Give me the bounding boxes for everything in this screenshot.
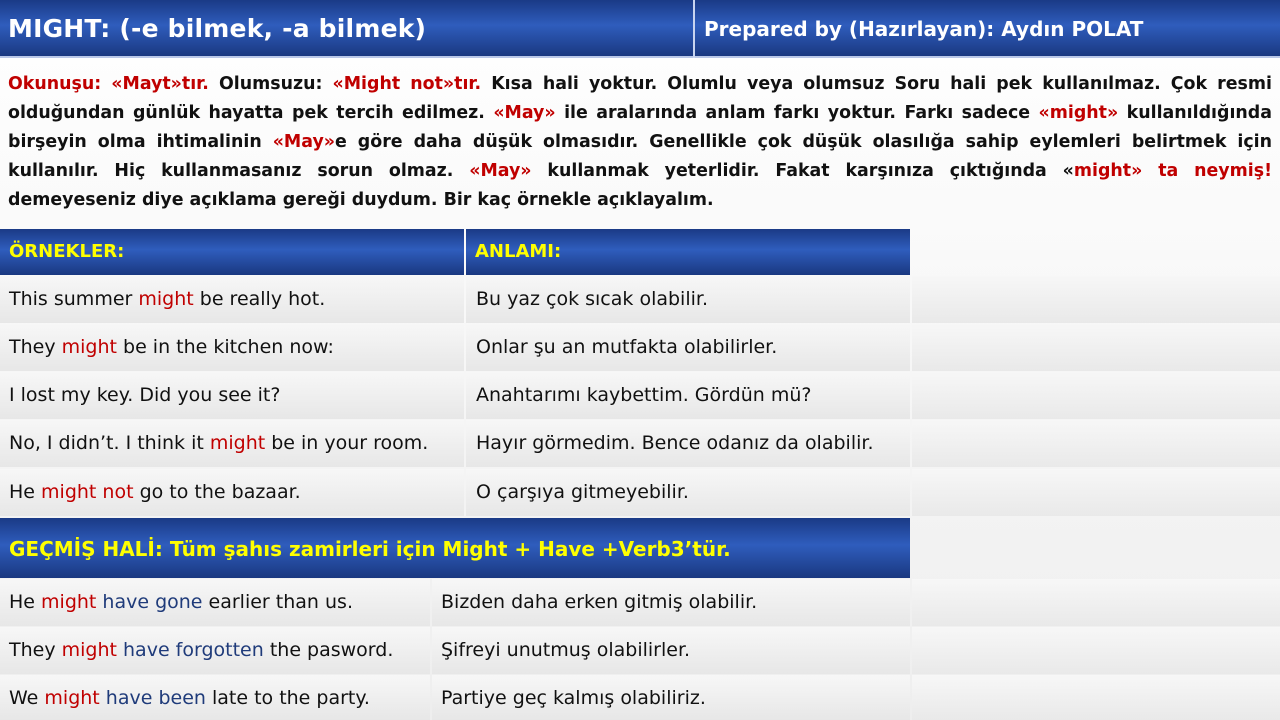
empty-cell [912,372,1280,419]
example-sentence [0,324,464,371]
might-highlight: might [44,687,100,709]
example-sentence [0,420,464,467]
intro-text: ile aralarında anlam farkı yoktur. Farkı sadece [555,103,1039,123]
page-title: MIGHT: (-e bilmek, -a bilmek) [8,14,427,43]
example-row [0,420,1280,467]
might-highlight: «might» [1038,103,1119,123]
empty-cell [912,675,1280,720]
sentence-text: the pasword. [263,639,394,661]
empty-cell [912,276,1280,323]
examples-header [0,229,464,275]
empty-cell [912,420,1280,467]
past-example-row [0,675,1280,720]
past-sentence [0,675,430,720]
have-verb3-highlight: have forgotten [116,639,264,661]
example-row [0,324,1280,371]
empty-cell [912,579,1280,626]
sentence-text: They [9,639,62,661]
might-highlight: might [138,288,194,310]
example-row [0,276,1280,323]
intro-text: e göre daha düşük olmasıdır. Genellikle çok düşük olasılığa sahip eylemleri belirtmek için kullanılır. Hiç kullanmasanız sorun olmaz. [8,132,1272,181]
sentence-text: We [9,687,45,709]
header-divider [693,0,695,58]
example-row [0,372,1280,419]
sentence-text: They [9,336,62,358]
sentence-text: I lost my key. Did you see it? [9,384,281,406]
empty-cell [912,324,1280,371]
example-meaning: O çarşıya gitmeyebilir. [466,469,910,516]
sentence-text: He [9,481,42,503]
might-exclaim-highlight: might» ta neymiş! [1073,161,1272,181]
sentence-text: No, I didn’t. I think it [9,432,210,454]
meaning-header-label: ANLAMI: [475,241,562,262]
past-meaning: Partiye geç kalmış olabiliriz. [432,675,910,720]
past-tense-label: GEÇMİŞ HALİ: Tüm şahıs zamirleri için Might + Have +Verb3’tür. [9,537,731,561]
pronunciation-label: Okunuşu: «Mayt»tır. [8,74,209,94]
example-sentence [0,276,464,323]
have-verb3-highlight: have been [99,687,206,709]
intro-text: demeyeseniz diye açıklama gereği duydum. Bir kaç örnekle açıklayalım. [8,190,714,210]
might-not-highlight: might not [41,481,134,503]
sentence-text: earlier than us. [202,591,353,613]
intro-text: kullanıldığında birşeyin olma ihtimalinin [8,103,1272,152]
intro-text: Kısa hali yoktur. Olumlu veya olumsuz Soru hali pek kullanılmaz. Çok resmi olduğundan günlük hayatta pek tercih edilmez. [8,74,1272,123]
may-highlight: «May» [272,132,336,152]
examples-header-label: ÖRNEKLER: [9,241,125,262]
might-highlight: might [61,639,117,661]
might-highlight: might [41,591,97,613]
might-highlight: might [209,432,266,454]
example-meaning: Bu yaz çok sıcak olabilir. [466,276,910,323]
negative-form: «Might not»tır. [332,74,482,94]
past-tense-header [0,518,910,578]
sentence-text: be in the kitchen now: [116,336,334,358]
past-meaning: Bizden daha erken gitmiş olabilir. [432,579,910,626]
sentence-text: go to the bazaar. [133,481,301,503]
title-bar [0,0,1280,58]
empty-cell [912,469,1280,516]
meaning-header [466,229,910,275]
example-meaning: Hayır görmedim. Bence odanız da olabilir. [466,420,910,467]
past-meaning: Şifreyi unutmuş olabilirler. [432,627,910,674]
sentence-text: be really hot. [193,288,326,310]
past-sentence [0,627,430,674]
example-sentence [0,372,464,419]
intro-text: Olumsuzu: [208,74,333,94]
have-verb3-highlight: have gone [96,591,203,613]
example-meaning: Anahtarımı kaybettim. Gördün mü? [466,372,910,419]
past-sentence [0,579,430,626]
sentence-text: This summer [9,288,139,310]
past-example-row [0,579,1280,626]
example-row [0,469,1280,516]
example-sentence [0,469,464,516]
sentence-text: late to the party. [205,687,370,709]
past-example-row [0,627,1280,674]
intro-paragraph [8,70,1272,215]
sentence-text: He [9,591,42,613]
may-highlight: «May» [493,103,556,123]
intro-text: kullanmak yeterlidir. Fakat karşınıza çıktığında « [531,161,1074,181]
author-credit: Prepared by (Hazırlayan): Aydın POLAT [704,17,1144,41]
might-highlight: might [61,336,117,358]
sentence-text: be in your room. [265,432,429,454]
example-meaning: Onlar şu an mutfakta olabilirler. [466,324,910,371]
empty-cell [912,627,1280,674]
may-highlight: «May» [469,161,532,181]
